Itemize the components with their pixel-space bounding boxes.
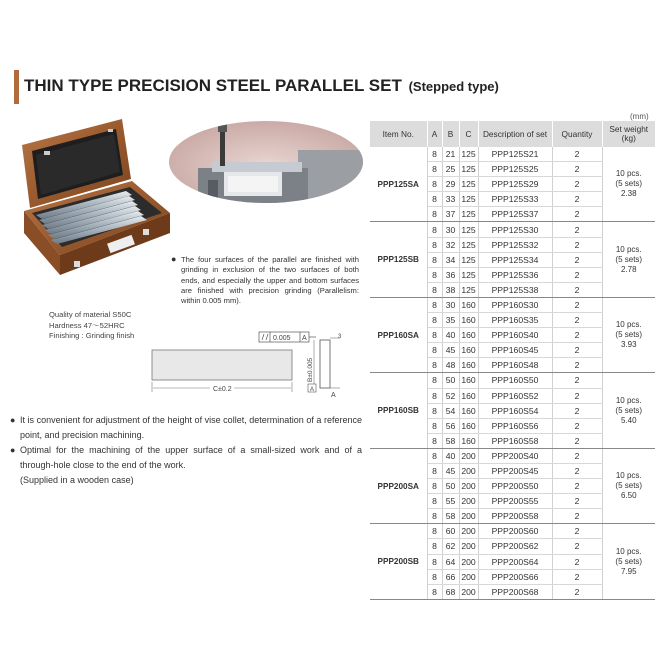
cell-a: 8 — [427, 358, 442, 373]
cell-b: 48 — [442, 358, 459, 373]
cell-c: 125 — [459, 207, 478, 222]
cell-quantity: 2 — [552, 584, 602, 599]
cell-quantity: 2 — [552, 343, 602, 358]
dimension-drawing — [150, 326, 360, 398]
cell-description: PPP125S36 — [478, 267, 552, 282]
table-row — [370, 373, 655, 388]
table-row — [370, 297, 655, 312]
set-weight-line: 10 pcs. — [615, 395, 642, 405]
table-row — [370, 222, 655, 237]
cell-a: 8 — [427, 267, 442, 282]
cell-b: 50 — [442, 373, 459, 388]
cell-c: 160 — [459, 418, 478, 433]
set-weight-line: 10 pcs. — [615, 471, 642, 481]
cell-c: 160 — [459, 433, 478, 448]
set-weight-line: 2.78 — [620, 264, 637, 274]
cell-b: 66 — [442, 569, 459, 584]
side-datum: A — [310, 387, 315, 393]
col-header: B — [442, 121, 459, 147]
cell-c: 125 — [459, 222, 478, 237]
cell-description: PPP160S30 — [478, 297, 552, 312]
dimension-c: C±0.2 — [213, 386, 232, 393]
cell-c: 125 — [459, 147, 478, 162]
cell-a: 8 — [427, 418, 442, 433]
table-body — [370, 147, 655, 599]
cell-b: 58 — [442, 433, 459, 448]
cell-description: PPP200S60 — [478, 524, 552, 539]
cell-quantity: 2 — [552, 162, 602, 177]
cell-a: 8 — [427, 448, 442, 463]
set-weight-line: 7.95 — [620, 566, 637, 576]
cell-description: PPP160S35 — [478, 313, 552, 328]
cell-quantity: 2 — [552, 569, 602, 584]
col-header: A — [427, 121, 442, 147]
cell-c: 200 — [459, 584, 478, 599]
cell-b: 33 — [442, 192, 459, 207]
set-weight-line: 5.40 — [620, 415, 637, 425]
spec-table — [370, 121, 655, 600]
set-weight-line: (5 sets) — [615, 179, 643, 189]
set-weight — [602, 373, 655, 448]
spec-finishing: Finishing : Grinding finish — [49, 331, 135, 340]
cell-description: PPP125S32 — [478, 237, 552, 252]
cell-b: 62 — [442, 539, 459, 554]
cell-c: 160 — [459, 373, 478, 388]
page-title — [24, 76, 499, 96]
side-view-shape — [320, 340, 330, 388]
cell-description: PPP200S64 — [478, 554, 552, 569]
cell-a: 8 — [427, 433, 442, 448]
cell-b: 25 — [442, 162, 459, 177]
cell-description: PPP125S25 — [478, 162, 552, 177]
set-weight-line: (5 sets) — [615, 254, 643, 264]
set-weight — [602, 222, 655, 297]
bullet-dot-icon: ● — [171, 254, 177, 264]
set-weight — [602, 147, 655, 222]
cell-a: 8 — [427, 252, 442, 267]
cell-description: PPP125S34 — [478, 252, 552, 267]
cell-description: PPP200S62 — [478, 539, 552, 554]
cell-quantity: 2 — [552, 554, 602, 569]
cell-a: 8 — [427, 328, 442, 343]
cell-c: 160 — [459, 297, 478, 312]
cell-quantity: 2 — [552, 237, 602, 252]
cell-description: PPP160S54 — [478, 403, 552, 418]
cell-quantity: 2 — [552, 388, 602, 403]
cell-quantity: 2 — [552, 539, 602, 554]
cell-c: 125 — [459, 282, 478, 297]
cell-quantity: 2 — [552, 358, 602, 373]
unit-label: (mm) — [630, 112, 649, 121]
cell-a: 8 — [427, 343, 442, 358]
cell-c: 200 — [459, 463, 478, 478]
cell-quantity: 2 — [552, 479, 602, 494]
cell-c: 160 — [459, 403, 478, 418]
cell-a: 8 — [427, 373, 442, 388]
cell-b: 38 — [442, 282, 459, 297]
cell-c: 200 — [459, 569, 478, 584]
cell-c: 160 — [459, 328, 478, 343]
cell-description: PPP125S38 — [478, 282, 552, 297]
bullet-dot-icon: ● — [10, 445, 16, 455]
col-header: Description of set — [478, 121, 552, 147]
cell-a: 8 — [427, 237, 442, 252]
supplied-note: (Supplied in a wooden case) — [20, 475, 134, 485]
cell-a: 8 — [427, 177, 442, 192]
cell-b: 34 — [442, 252, 459, 267]
parallel-bar-shape — [152, 350, 292, 380]
cell-a: 8 — [427, 297, 442, 312]
cell-b: 30 — [442, 222, 459, 237]
cell-quantity: 2 — [552, 282, 602, 297]
cell-a: 8 — [427, 207, 442, 222]
cell-b: 21 — [442, 147, 459, 162]
spec-material: Quality of material S50C — [49, 310, 132, 319]
surface-description — [171, 254, 359, 306]
cell-description: PPP200S66 — [478, 569, 552, 584]
cell-b: 30 — [442, 297, 459, 312]
cell-description: PPP200S55 — [478, 494, 552, 509]
cell-b: 58 — [442, 509, 459, 524]
item-number: PPP125SA — [370, 147, 427, 222]
cell-a: 8 — [427, 313, 442, 328]
material-specs — [49, 310, 134, 342]
cell-b: 55 — [442, 494, 459, 509]
cell-description: PPP125S29 — [478, 177, 552, 192]
set-weight — [602, 297, 655, 372]
set-weight-line: 6.50 — [620, 491, 637, 501]
cell-c: 125 — [459, 237, 478, 252]
cell-quantity: 2 — [552, 524, 602, 539]
cell-b: 68 — [442, 584, 459, 599]
col-header: Quantity — [552, 121, 602, 147]
cell-b: 50 — [442, 479, 459, 494]
cell-description: PPP160S56 — [478, 418, 552, 433]
cell-a: 8 — [427, 569, 442, 584]
cell-quantity: 2 — [552, 463, 602, 478]
cell-description: PPP200S50 — [478, 479, 552, 494]
cell-c: 125 — [459, 252, 478, 267]
cell-c: 125 — [459, 267, 478, 282]
cell-description: PPP200S68 — [478, 584, 552, 599]
cell-b: 52 — [442, 388, 459, 403]
cell-quantity: 2 — [552, 433, 602, 448]
cell-c: 160 — [459, 343, 478, 358]
cell-b: 40 — [442, 448, 459, 463]
set-weight-line: (5 sets) — [615, 556, 643, 566]
cell-c: 125 — [459, 177, 478, 192]
cell-c: 200 — [459, 539, 478, 554]
dimension-a: A — [331, 392, 336, 398]
cell-description: PPP160S58 — [478, 433, 552, 448]
cell-a: 8 — [427, 222, 442, 237]
cell-a: 8 — [427, 403, 442, 418]
cell-quantity: 2 — [552, 494, 602, 509]
feature-bullet-1-text: It is convenient for adjustment of the height of vise collet, determination of a reference point, and precision machining. — [20, 415, 362, 440]
feature-bullet-2-text: Optimal for the machining of the upper surface of a small-sized work and of a through-hole close to the end of the work. — [20, 445, 362, 470]
dimension-3: 3 — [338, 334, 342, 340]
cell-b: 56 — [442, 418, 459, 433]
cell-b: 64 — [442, 554, 459, 569]
cell-quantity: 2 — [552, 373, 602, 388]
cell-c: 160 — [459, 358, 478, 373]
cell-a: 8 — [427, 494, 442, 509]
cell-a: 8 — [427, 584, 442, 599]
cell-description: PPP160S48 — [478, 358, 552, 373]
cell-description: PPP200S40 — [478, 448, 552, 463]
cell-a: 8 — [427, 147, 442, 162]
set-weight-line: (5 sets) — [615, 481, 643, 491]
cell-quantity: 2 — [552, 297, 602, 312]
cell-b: 32 — [442, 237, 459, 252]
cell-c: 125 — [459, 162, 478, 177]
title-text: THIN TYPE PRECISION STEEL PARALLEL SET — [24, 76, 402, 95]
cell-c: 200 — [459, 509, 478, 524]
spec-hardness: Hardness 47～52HRC — [49, 320, 125, 330]
cell-quantity: 2 — [552, 403, 602, 418]
cell-c: 160 — [459, 388, 478, 403]
table-header-row — [370, 121, 655, 147]
tolerance-value: 0.005 — [273, 335, 291, 342]
cell-description: PPP125S30 — [478, 222, 552, 237]
cell-a: 8 — [427, 539, 442, 554]
cell-quantity: 2 — [552, 328, 602, 343]
cell-quantity: 2 — [552, 509, 602, 524]
cell-b: 37 — [442, 207, 459, 222]
cell-c: 200 — [459, 479, 478, 494]
table-row — [370, 524, 655, 539]
cell-a: 8 — [427, 192, 442, 207]
cell-quantity: 2 — [552, 207, 602, 222]
cell-description: PPP200S45 — [478, 463, 552, 478]
feature-list — [10, 413, 362, 488]
feature-bullet-1 — [10, 413, 362, 443]
cell-quantity: 2 — [552, 448, 602, 463]
cell-b: 29 — [442, 177, 459, 192]
set-weight-line: 10 pcs. — [615, 244, 642, 254]
cell-c: 125 — [459, 192, 478, 207]
cell-description: PPP125S37 — [478, 207, 552, 222]
cell-description: PPP125S33 — [478, 192, 552, 207]
cell-quantity: 2 — [552, 177, 602, 192]
set-weight-line: 10 pcs. — [615, 546, 642, 556]
cell-quantity: 2 — [552, 267, 602, 282]
cell-quantity: 2 — [552, 222, 602, 237]
cell-b: 45 — [442, 343, 459, 358]
cell-a: 8 — [427, 479, 442, 494]
cell-description: PPP200S58 — [478, 509, 552, 524]
title-accent-bar — [14, 70, 19, 104]
tolerance-datum: A — [302, 335, 307, 342]
item-number: PPP160SA — [370, 297, 427, 372]
cell-quantity: 2 — [552, 147, 602, 162]
cell-b: 45 — [442, 463, 459, 478]
cell-a: 8 — [427, 524, 442, 539]
cell-a: 8 — [427, 463, 442, 478]
set-weight-line: 2.38 — [620, 189, 637, 199]
col-header: Item No. — [370, 121, 427, 147]
cell-quantity: 2 — [552, 252, 602, 267]
item-number: PPP200SA — [370, 448, 427, 523]
cell-b: 54 — [442, 403, 459, 418]
bullet-dot-icon: ● — [10, 415, 16, 425]
item-number: PPP200SB — [370, 524, 427, 599]
table-row — [370, 448, 655, 463]
col-header: Set weight (kg) — [602, 121, 655, 147]
cell-description: PPP160S52 — [478, 388, 552, 403]
wooden-case-photo — [16, 115, 176, 295]
title-subtitle: (Stepped type) — [408, 79, 499, 94]
set-weight-line: 3.93 — [620, 340, 637, 350]
cell-c: 200 — [459, 524, 478, 539]
cell-description: PPP160S50 — [478, 373, 552, 388]
cell-a: 8 — [427, 554, 442, 569]
col-header: C — [459, 121, 478, 147]
cell-quantity: 2 — [552, 313, 602, 328]
feature-bullet-2 — [10, 443, 362, 473]
surface-description-text: The four surfaces of the parallel are finished with grinding in exclusion of the two surfaces of both ends, and especially the upper and bottom surfaces are finished with precision grinding (Parallelism: within 0.005 mm). — [181, 255, 359, 306]
cell-c: 200 — [459, 494, 478, 509]
dimension-b: B±0.005 — [307, 357, 314, 382]
cell-a: 8 — [427, 162, 442, 177]
set-weight-line: (5 sets) — [615, 330, 643, 340]
cell-a: 8 — [427, 388, 442, 403]
item-number: PPP160SB — [370, 373, 427, 448]
cell-description: PPP125S21 — [478, 147, 552, 162]
cell-b: 35 — [442, 313, 459, 328]
cell-b: 60 — [442, 524, 459, 539]
cell-description: PPP160S40 — [478, 328, 552, 343]
set-weight-line: 10 pcs. — [615, 320, 642, 330]
set-weight-line: 10 pcs. — [615, 169, 642, 179]
cell-c: 200 — [459, 554, 478, 569]
cell-a: 8 — [427, 282, 442, 297]
cell-quantity: 2 — [552, 192, 602, 207]
cell-c: 200 — [459, 448, 478, 463]
machining-photo — [168, 120, 364, 204]
table-row — [370, 147, 655, 162]
set-weight — [602, 524, 655, 599]
cell-description: PPP160S45 — [478, 343, 552, 358]
set-weight-line: (5 sets) — [615, 405, 643, 415]
cell-quantity: 2 — [552, 418, 602, 433]
cell-b: 36 — [442, 267, 459, 282]
cell-a: 8 — [427, 509, 442, 524]
set-weight — [602, 448, 655, 523]
item-number: PPP125SB — [370, 222, 427, 297]
cell-c: 160 — [459, 313, 478, 328]
cell-b: 40 — [442, 328, 459, 343]
